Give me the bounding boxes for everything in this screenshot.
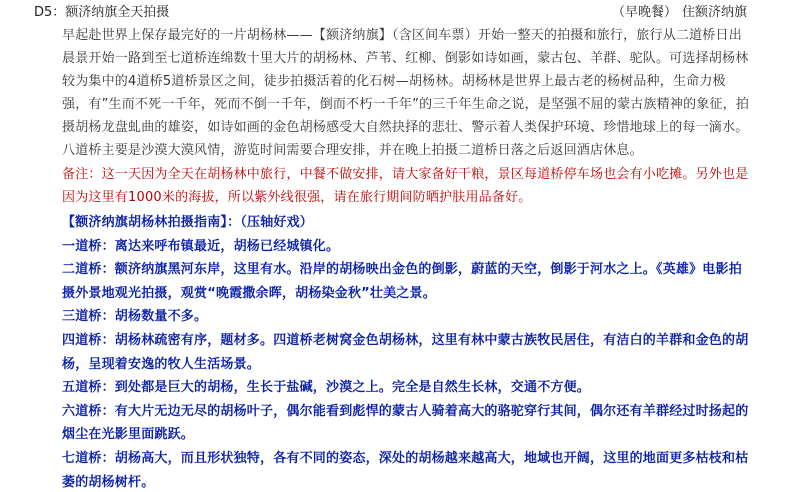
note-paragraph: 备注：这一天因为全天在胡杨林中旅行，中餐不做安排，请大家备好干粮，景区每道桥停车场也会有小吃摊。另外也是因为这里有1000米的海拔，所以紫外线很强，请在旅行期间防晒护肤用品备好。 [62, 167, 749, 205]
guide-item-bridge-3: 三道桥：胡杨数量不多。 [62, 309, 208, 325]
day-body [62, 24, 752, 492]
guide-item-bridge-5: 五道桥：到处都是巨大的胡杨，生长于盐碱，沙漠之上。完全是自然生长林，交通不方便。 [62, 380, 591, 396]
guide-title: 【额济纳旗胡杨林拍摄指南】：（压轴好戏） [62, 215, 314, 230]
day-title: D5：额济纳旗全天拍摄 [34, 5, 170, 20]
day-header [34, 4, 754, 22]
hotel-info: 住额济纳旗 [682, 5, 748, 20]
guide-item-bridge-2: 二道桥：额济纳旗黑河东岸，这里有水。沿岸的胡杨映出金色的倒影，蔚蓝的天空，倒影于河水之上。《英雄》电影拍摄外景地观光拍摄，观赏“晚霞撒余晖，胡杨染金秋”壮美之景。 [62, 262, 742, 301]
photo-guide [62, 211, 752, 492]
guide-item-bridge-6: 六道桥：有大片无边无尽的胡杨叶子，偶尔能看到彪悍的蒙古人骑着高大的骆驼穿行其间，偶尔还有羊群经过时扬起的烟尘在光影里面跳跃。 [62, 403, 749, 443]
guide-item-bridge-7: 七道桥：胡杨高大，而且形状独特，各有不同的姿态，深处的胡杨越来越高大，地域也开阔，这里的地面更多枯枝和枯萎的胡杨树杆。 [62, 450, 749, 490]
guide-item-bridge-1: 一道桥：离达来呼布镇最近，胡杨已经城镇化。 [62, 238, 340, 254]
guide-item-bridge-4: 四道桥：胡杨林疏密有序，题材多。四道桥老树窝金色胡杨林，这里有林中蒙古族牧民居住，有洁白的羊群和金色的胡杨，呈现着安逸的牧人生活场景。 [62, 332, 749, 372]
intro-paragraph: 早起赴世界上保存最完好的一片胡杨林——【额济纳旗】（含区间车票）开始一整天的拍摄和旅行，旅行从二道桥日出晨景开始一路到至七道桥连绵数十里大片的胡杨林、芦苇、红柳、倒影如诗如画，蒙古包、羊群、驼队。可选择胡杨林较为集中的4道桥5道桥景区之间，徒步拍摄活着的化石树—胡杨林。胡杨林是世界上最古老的杨树品种，生命力极强，有”生而不死一千年，死而不倒一千年，倒而不朽一千年”的三千年生命之说，是坚强不屈的蒙古族精神的象征，拍摄胡杨龙盘虬曲的雄姿，如诗如画的金色胡杨感受大自然抉择的悲壮、警示着人类保护环境、珍惜地球上的每一滴水。八道桥主要是沙漠大漠风情，游览时间需要合理安排，并在晚上拍摄二道桥日落之后返回酒店休息。 [62, 28, 750, 158]
meal-info: （早晚餐） [612, 5, 678, 20]
